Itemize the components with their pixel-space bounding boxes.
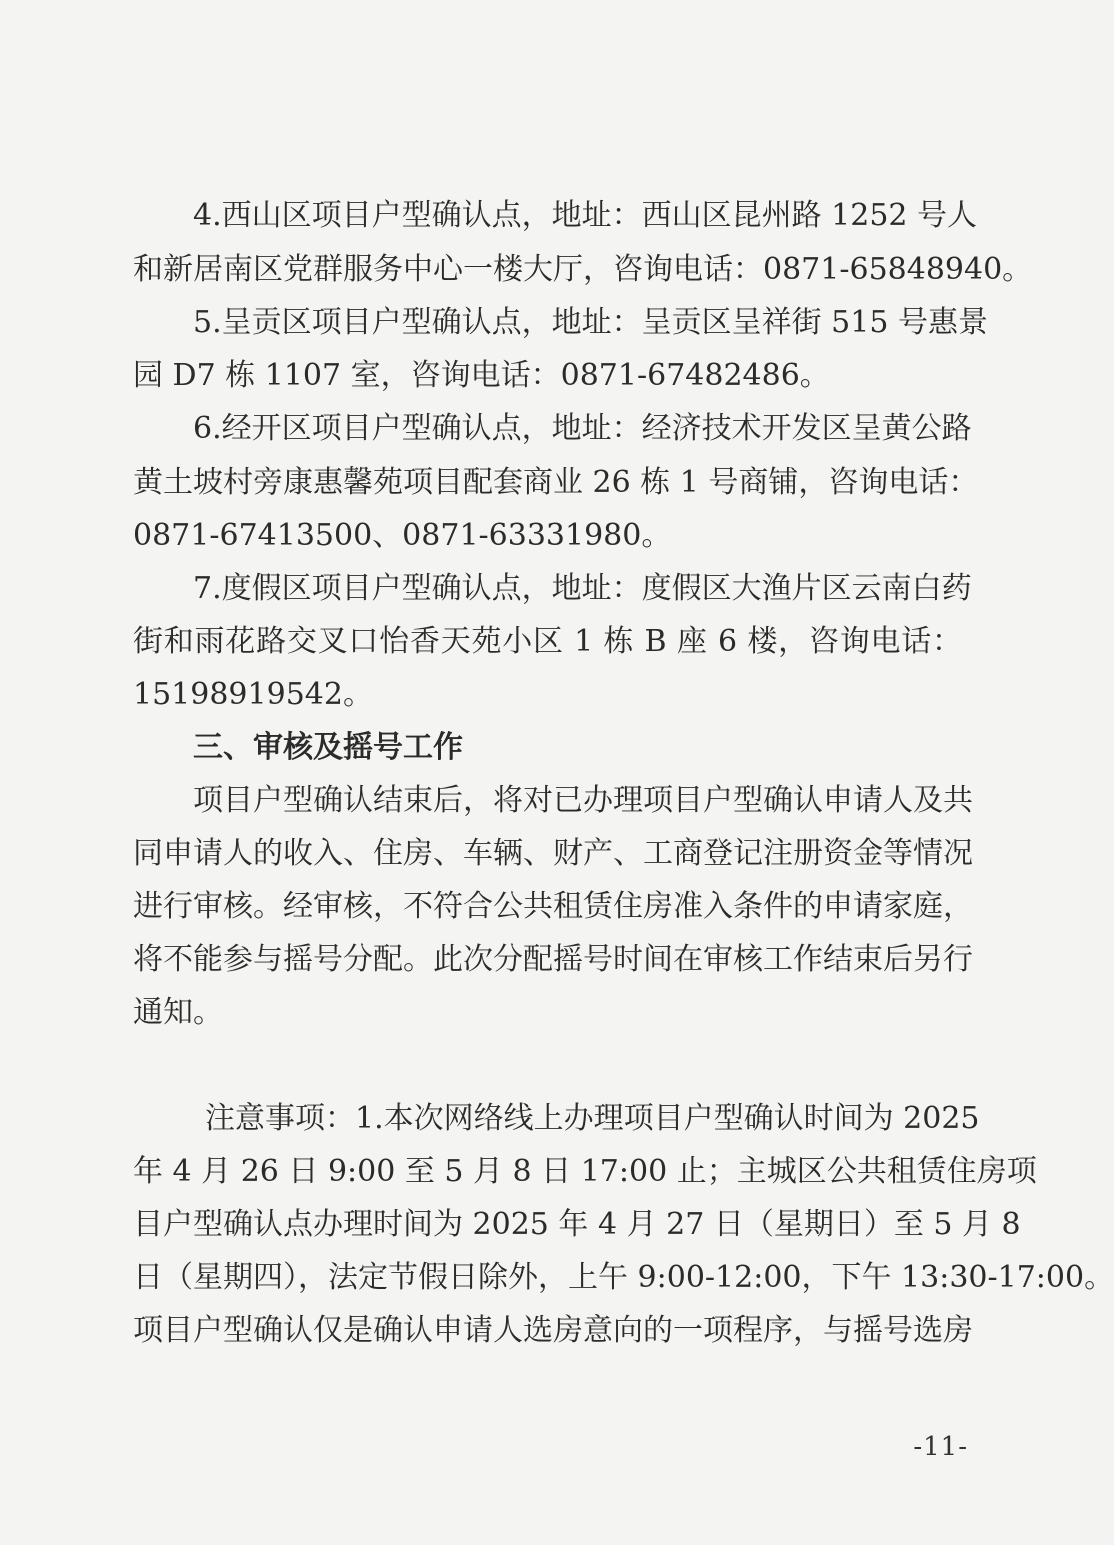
text-line: 4.西山区项目户型确认点，地址：西山区昆州路 1252 号人	[193, 198, 978, 233]
text-line: 0871-67413500、0871-63331980。	[133, 518, 672, 553]
text-line: 通知。	[133, 995, 223, 1030]
section-heading: 三、审核及摇号工作	[193, 730, 463, 765]
text-line: 7.度假区项目户型确认点，地址：度假区大渔片区云南白药	[193, 571, 972, 606]
text-line: 将不能参与摇号分配。此次分配摇号时间在审核工作结束后另行	[133, 942, 973, 977]
text-line: 目户型确认点办理时间为 2025 年 4 月 27 日（星期日）至 5 月 8	[133, 1207, 1021, 1242]
text-line: 项目户型确认仅是确认申请人选房意向的一项程序，与摇号选房	[133, 1313, 973, 1348]
text-line: 年 4 月 26 日 9:00 至 5 月 8 日 17:00 止；主城区公共租赁住房项	[133, 1154, 1037, 1189]
text-line: 进行审核。经审核，不符合公共租赁住房准入条件的申请家庭，	[133, 889, 973, 924]
notice-line: 注意事项：1.本次网络线上办理项目户型确认时间为 2025	[205, 1101, 980, 1136]
text-line: 园 D7 栋 1107 室，咨询电话：0871-67482486。	[133, 358, 830, 393]
text-line: 黄土坡村旁康惠馨苑项目配套商业 26 栋 1 号商铺，咨询电话：	[133, 465, 979, 500]
page-number: -11-	[913, 1432, 968, 1462]
text-line: 项目户型确认结束后，将对已办理项目户型确认申请人及共	[193, 783, 973, 818]
text-line: 街和雨花路交叉口怡香天苑小区 1 栋 B 座 6 楼，咨询电话：	[133, 624, 962, 659]
text-line: 和新居南区党群服务中心一楼大厅，咨询电话：0871-65848940。	[133, 252, 1033, 287]
text-line: 6.经开区项目户型确认点，地址：经济技术开发区呈黄公路	[193, 411, 972, 446]
text-line: 日（星期四），法定节假日除外，上午 9:00-12:00，下午 13:30-17:00。	[133, 1260, 1114, 1295]
text-line: 同申请人的收入、住房、车辆、财产、工商登记注册资金等情况	[133, 836, 973, 871]
text-line: 5.呈贡区项目户型确认点，地址：呈贡区呈祥街 515 号惠景	[193, 305, 988, 340]
text-line: 15198919542。	[133, 677, 373, 712]
